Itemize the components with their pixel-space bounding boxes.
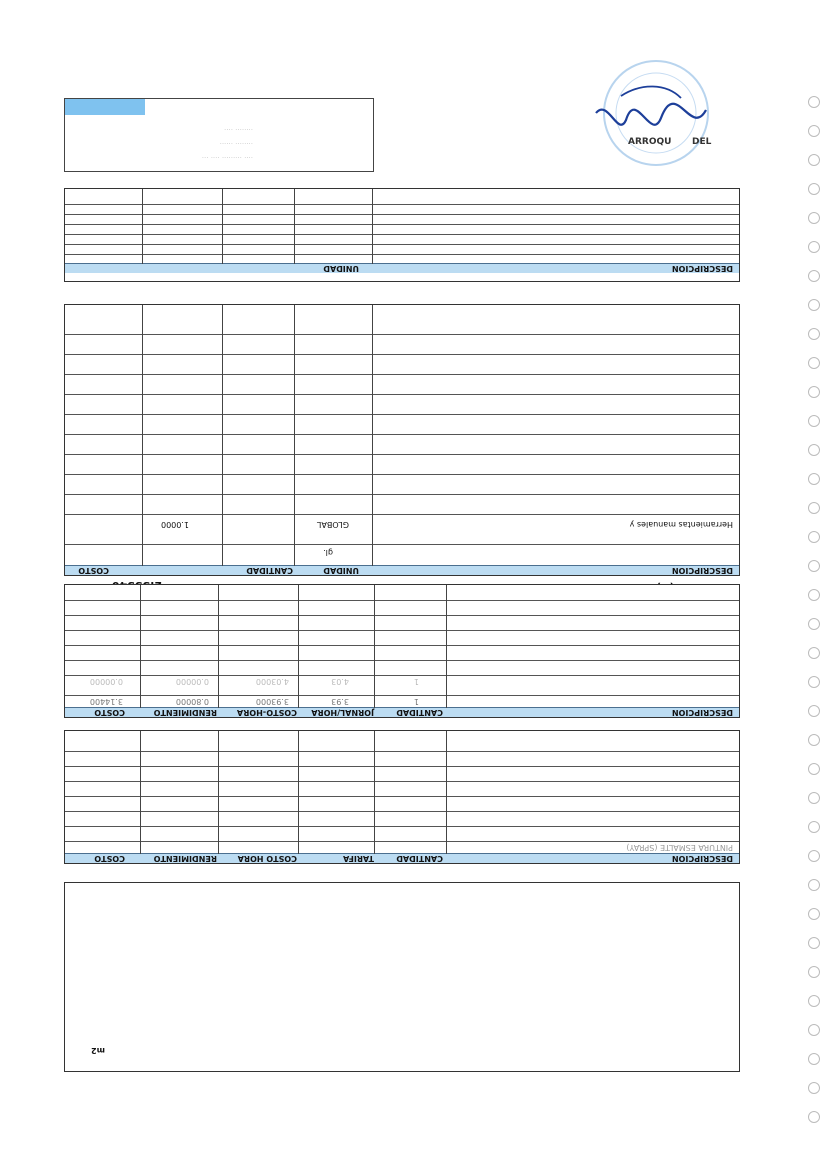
binder-hole xyxy=(808,270,820,282)
col-header: JORNAL/HORA xyxy=(311,708,374,717)
col-header: COSTO HORA xyxy=(237,854,297,863)
binder-hole xyxy=(808,560,820,572)
material-desc-1: PINTURA ESMALTE (SPRAY) xyxy=(626,843,733,852)
binder-hole xyxy=(808,705,820,717)
col-header: DESCRIPCION xyxy=(671,708,733,717)
labor-table xyxy=(64,584,740,718)
binder-hole xyxy=(808,502,820,514)
binder-hole xyxy=(808,415,820,427)
stamp-text-top: DEL xyxy=(692,137,712,147)
header-faint-line: ···· ········· ···· ··· xyxy=(201,153,253,161)
header-info-box xyxy=(64,98,374,172)
binder-hole xyxy=(808,676,820,688)
header-highlight xyxy=(65,99,145,115)
col-header: DESCRIPCION xyxy=(671,854,733,863)
binder-hole xyxy=(808,908,820,920)
binder-hole xyxy=(808,589,820,601)
binder-hole xyxy=(808,444,820,456)
labor-cant-2: 1 xyxy=(413,677,419,686)
col-header: CANTIDAD xyxy=(246,566,293,575)
col-header: RENDIMIENTO xyxy=(153,854,217,863)
labor-jornal-1: 3.93 xyxy=(331,697,349,706)
binder-hole xyxy=(808,966,820,978)
equip-unit-1: GLOBAL xyxy=(316,520,349,529)
header-faint-line: ········ ······ xyxy=(219,139,253,147)
equip-qty-1: 1.0000 xyxy=(161,520,189,529)
binder-hole xyxy=(808,386,820,398)
binder-hole xyxy=(808,618,820,630)
binder-hole xyxy=(808,212,820,224)
binder-hole xyxy=(808,1082,820,1094)
binder-hole xyxy=(808,995,820,1007)
labor-rend-2: 0.00000 xyxy=(175,677,209,686)
equipment-table xyxy=(64,304,740,576)
labor-cant-1: 1 xyxy=(413,697,419,706)
labor-total-2: 0.00000 xyxy=(89,677,123,686)
col-header: UNIDAD xyxy=(323,264,359,273)
binder-holes xyxy=(808,0,822,1168)
materials-table xyxy=(64,730,740,864)
labor-costo-2: 4.03000 xyxy=(255,677,289,686)
unit-label: m2 xyxy=(91,1046,105,1055)
binder-hole xyxy=(808,96,820,108)
binder-hole xyxy=(808,1024,820,1036)
notes-box xyxy=(64,882,740,1072)
col-header: COSTO xyxy=(94,708,125,717)
binder-hole xyxy=(808,647,820,659)
col-header: RENDIMIENTO xyxy=(153,708,217,717)
binder-hole xyxy=(808,299,820,311)
col-header: CANTIDAD xyxy=(396,854,443,863)
binder-hole xyxy=(808,937,820,949)
stamp-text-mid: ARROQU xyxy=(628,137,672,147)
binder-hole xyxy=(808,154,820,166)
labor-jornal-2: 4.03 xyxy=(331,677,349,686)
binder-hole xyxy=(808,879,820,891)
labor-costo-1: 3.93000 xyxy=(255,697,289,706)
binder-hole xyxy=(808,531,820,543)
binder-hole xyxy=(808,792,820,804)
binder-hole xyxy=(808,241,820,253)
binder-hole xyxy=(808,821,820,833)
binder-hole xyxy=(808,1053,820,1065)
transport-table xyxy=(64,188,740,282)
header-faint-line: ········ ···· xyxy=(224,125,253,133)
binder-hole xyxy=(808,125,820,137)
col-header: UNIDAD xyxy=(323,566,359,575)
binder-hole xyxy=(808,850,820,862)
col-header: DESCRIPCION xyxy=(671,566,733,575)
col-header: DESCRIPCION xyxy=(671,264,733,273)
binder-hole xyxy=(808,357,820,369)
col-header: COSTO-HORA xyxy=(236,708,297,717)
binder-hole xyxy=(808,473,820,485)
equip-desc-1: Herramientas manuales y xyxy=(629,520,733,529)
binder-hole xyxy=(808,1111,820,1123)
labor-total-1: 3.14400 xyxy=(89,697,123,706)
col-header: COSTO xyxy=(78,566,109,575)
signature-stamp xyxy=(576,58,736,168)
binder-hole xyxy=(808,183,820,195)
col-header: COSTO xyxy=(94,854,125,863)
binder-hole xyxy=(808,734,820,746)
labor-rend-1: 0.80000 xyxy=(175,697,209,706)
binder-hole xyxy=(808,328,820,340)
col-header: TARIFA xyxy=(343,854,374,863)
equip-unit-2: gl. xyxy=(323,548,333,557)
binder-hole xyxy=(808,763,820,775)
col-header: CANTIDAD xyxy=(396,708,443,717)
